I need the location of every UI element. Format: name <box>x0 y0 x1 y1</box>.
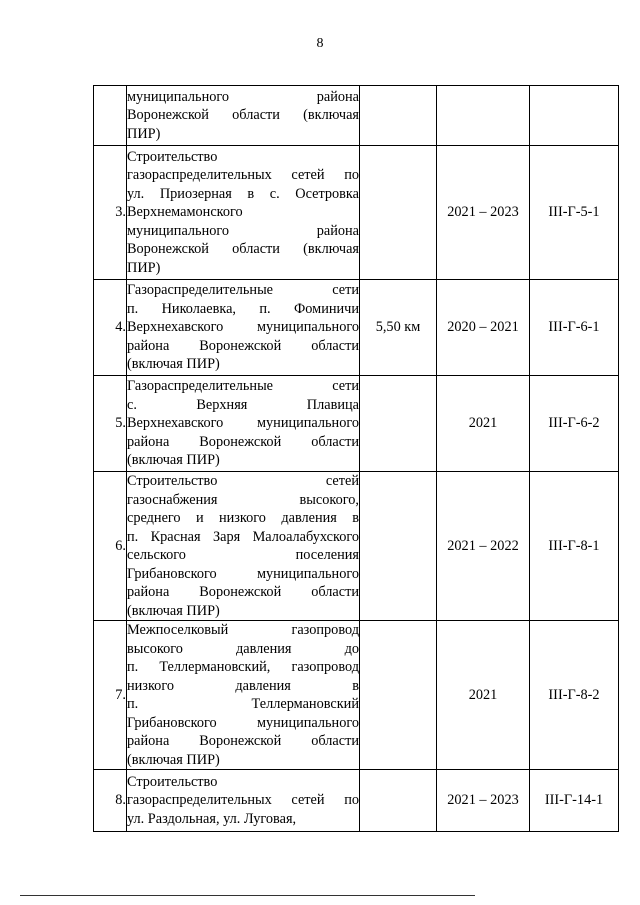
table-row <box>94 376 619 472</box>
description-line: низкого давления в <box>127 677 359 694</box>
description-line: Грибановского муниципального <box>127 565 359 582</box>
project-code: III-Г-6-2 <box>530 376 619 472</box>
project-period: 2021 <box>437 376 530 472</box>
description-line: среднего и низкого давления в <box>127 510 359 526</box>
project-code <box>530 86 619 146</box>
description-line: Верхнехавского муниципального <box>127 319 359 336</box>
project-length <box>360 770 437 832</box>
project-length <box>360 86 437 146</box>
description-line: Газораспределительные сети <box>127 282 359 299</box>
description-line: Воронежской области (включая <box>127 107 359 124</box>
description-line: с. Верхняя Плавица <box>127 396 359 413</box>
description-line: газораспределительных сетей по <box>127 792 359 809</box>
project-description <box>127 280 360 376</box>
description-line: района Воронежской области <box>127 433 359 450</box>
project-period: 2021 – 2022 <box>437 472 530 621</box>
description-line: Грибановского муниципального <box>127 714 359 731</box>
table-row <box>94 621 619 770</box>
description-line: (включая ПИР) <box>127 602 220 619</box>
projects-table <box>93 85 619 832</box>
project-description <box>127 86 360 146</box>
description-line: Межпоселковый газопровод <box>127 622 359 638</box>
row-number: 3. <box>94 146 127 280</box>
description-line: Газораспределительные сети <box>127 378 359 395</box>
project-code: III-Г-14-1 <box>530 770 619 832</box>
table-row <box>94 472 619 621</box>
row-number <box>94 86 127 146</box>
description-line: ул. Раздольная, ул. Луговая, <box>127 810 297 827</box>
project-length: 5,50 км <box>360 280 437 376</box>
description-line: (включая ПИР) <box>127 452 220 469</box>
description-line: района Воронежской области <box>127 584 359 600</box>
description-line: п. Николаевка, п. Фоминичи <box>127 300 359 317</box>
project-code: III-Г-5-1 <box>530 146 619 280</box>
project-code: III-Г-6-1 <box>530 280 619 376</box>
description-line: п. Теллермановский, газопровод <box>127 659 359 675</box>
description-line: п. Красная Заря Малоалабухского <box>127 528 359 545</box>
description-line: Воронежской области (включая <box>127 241 359 258</box>
row-number: 7. <box>94 621 127 770</box>
row-number: 5. <box>94 376 127 472</box>
project-code: III-Г-8-2 <box>530 621 619 770</box>
description-line: высокого давления до <box>127 640 359 657</box>
project-length <box>360 621 437 770</box>
project-description <box>127 621 360 770</box>
row-number: 8. <box>94 770 127 832</box>
project-length <box>360 472 437 621</box>
description-line: газоснабжения высокого, <box>127 491 359 508</box>
description-line: (включая ПИР) <box>127 356 220 373</box>
project-description <box>127 770 360 832</box>
description-line: района Воронежской области <box>127 733 359 749</box>
project-period: 2021 – 2023 <box>437 770 530 832</box>
description-line: ПИР) <box>127 259 161 276</box>
description-line: района Воронежской области <box>127 337 359 354</box>
project-period <box>437 86 530 146</box>
description-line: Верхнехавского муниципального <box>127 415 359 432</box>
description-line: ПИР) <box>127 125 161 142</box>
row-number: 4. <box>94 280 127 376</box>
description-line: Строительство сетей <box>127 473 359 489</box>
table-row <box>94 770 619 832</box>
project-length <box>360 146 437 280</box>
table-row <box>94 146 619 280</box>
project-period: 2021 <box>437 621 530 770</box>
project-description <box>127 146 360 280</box>
description-line: муниципального района <box>127 222 359 239</box>
project-period: 2021 – 2023 <box>437 146 530 280</box>
project-description <box>127 472 360 621</box>
row-number: 6. <box>94 472 127 621</box>
description-line: (включая ПИР) <box>127 751 220 768</box>
description-line: п. Теллермановский <box>127 696 359 712</box>
project-code: III-Г-8-1 <box>530 472 619 621</box>
page-number: 8 <box>316 36 324 51</box>
description-line: ул. Приозерная в с. Осетровка <box>127 185 359 202</box>
project-length <box>360 376 437 472</box>
description-line: Строительство <box>127 148 218 165</box>
description-line: сельского поселения <box>127 547 359 563</box>
description-line: муниципального района <box>127 88 359 105</box>
description-line: газораспределительных сетей по <box>127 167 359 184</box>
description-line: Верхнемамонского <box>127 204 243 221</box>
table-row <box>94 86 619 146</box>
description-line: Строительство <box>127 773 218 790</box>
project-period: 2020 – 2021 <box>437 280 530 376</box>
footer-rule <box>20 895 475 896</box>
table-row <box>94 280 619 376</box>
project-description <box>127 376 360 472</box>
